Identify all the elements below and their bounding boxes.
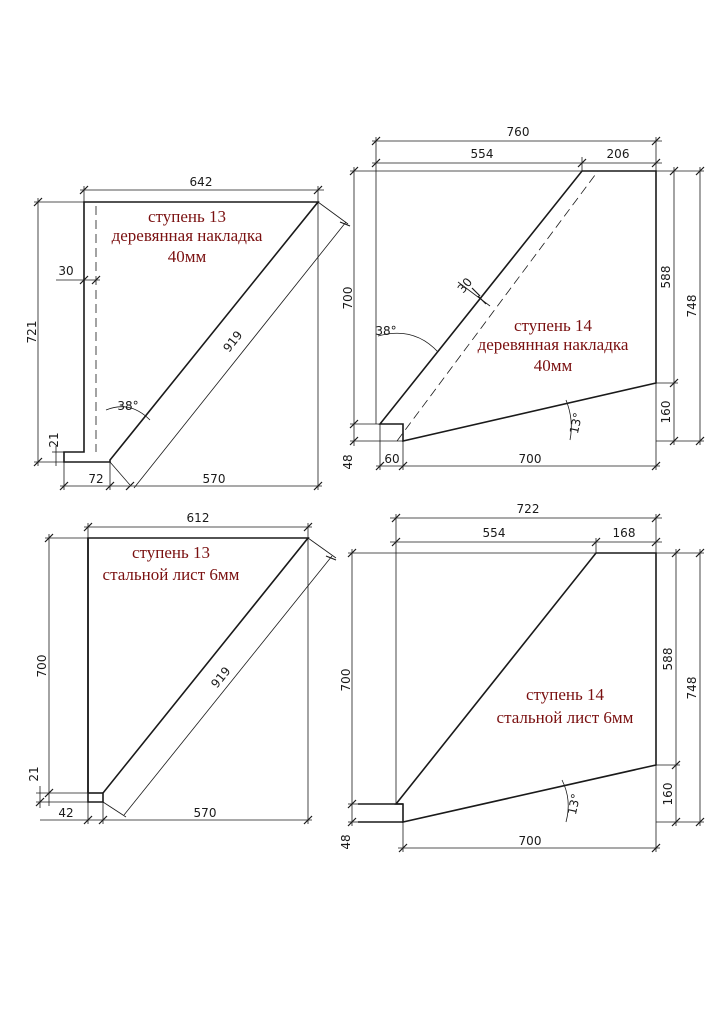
dim-notch-label: 60 (384, 452, 400, 466)
caption-line: ступень 13 (132, 543, 210, 562)
dim-full-label: 748 (685, 676, 699, 700)
dim-offset-label: 30 (454, 275, 476, 296)
dim-left-label: 554 (482, 526, 506, 540)
dim-right-label: 206 (606, 147, 630, 161)
hidden-line (397, 171, 598, 441)
diagonal-inner-line (110, 462, 130, 485)
dim-base-label: 700 (518, 834, 542, 848)
dim-left-label: 554 (470, 147, 494, 161)
dim-height-label: 700 (35, 654, 49, 678)
dim-base-label: 700 (518, 452, 542, 466)
dim-lower-label: 160 (659, 400, 673, 424)
dim-upper-label: 588 (661, 647, 675, 671)
dim-line (124, 556, 332, 815)
dim-height-label: 721 (25, 320, 39, 344)
caption-line: деревянная накладка (477, 335, 629, 354)
angle-label: 38° (375, 324, 397, 338)
dim-line (134, 222, 346, 488)
dim-step-label: 21 (27, 766, 41, 782)
dim-diag-label: 919 (208, 664, 234, 691)
part-step13-steel (27, 511, 336, 824)
angle-label: 38° (117, 399, 139, 413)
dim-diag-label: 919 (220, 328, 246, 355)
dim-height-label: 700 (339, 668, 353, 692)
caption-line: 40мм (167, 247, 207, 266)
part-step14-steel (339, 502, 704, 852)
dim-right-label: 168 (612, 526, 636, 540)
dim-notch-label: 42 (58, 806, 74, 820)
caption-line: ступень 14 (514, 316, 592, 335)
dim-notch-label: 72 (88, 472, 104, 486)
ext-line (318, 202, 348, 224)
caption-line: деревянная накладка (111, 226, 263, 245)
dim-base-label: 570 (202, 472, 226, 486)
slope-angle-label: 13° (567, 411, 586, 436)
part-step14-wood (341, 125, 704, 470)
part-outline (380, 171, 656, 441)
slope-angle-label: 13° (565, 792, 584, 817)
dim-width-label: 722 (516, 502, 540, 516)
dim-base-label: 570 (193, 806, 217, 820)
ext-line (103, 802, 126, 817)
tick (472, 288, 480, 296)
dim-full-label: 748 (685, 294, 699, 318)
dim-offset-label: 30 (58, 264, 74, 278)
dim-width-label: 642 (189, 175, 213, 189)
dim-height-label: 700 (341, 286, 355, 310)
caption-line: стальной лист 6мм (496, 708, 634, 727)
dim-step-label: 48 (341, 454, 355, 470)
part-step13-wood (25, 175, 350, 490)
dim-step-label: 48 (339, 834, 353, 850)
dim-upper-label: 588 (659, 265, 673, 289)
ext-line (308, 538, 336, 558)
caption-line: ступень 13 (148, 207, 226, 226)
dim-step-label: 21 (47, 432, 61, 448)
dim-width-label: 760 (506, 125, 530, 139)
dim-width-label: 612 (186, 511, 210, 525)
caption-line: ступень 14 (526, 685, 604, 704)
caption-line: стальной лист 6мм (102, 565, 240, 584)
tick (340, 222, 350, 226)
dim-lower-label: 160 (661, 782, 675, 806)
caption-line: 40мм (533, 356, 573, 375)
